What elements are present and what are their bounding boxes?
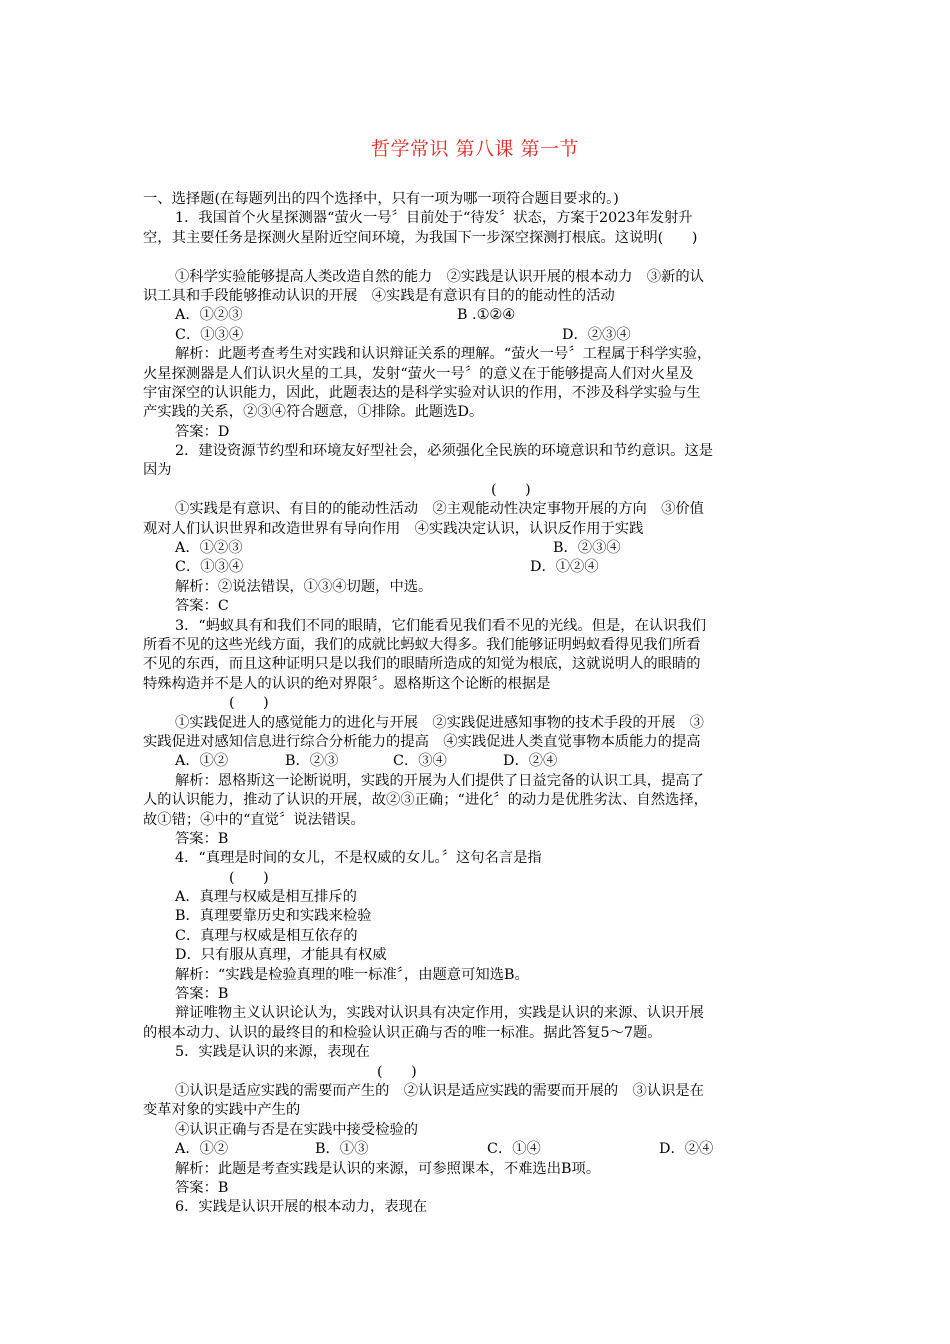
option-d: D．②③④ bbox=[562, 326, 631, 343]
answer-blank: ( ) bbox=[229, 869, 269, 886]
question-5-statements-cont: 变革对象的实践中产生的 bbox=[143, 1102, 301, 1119]
question-3-options bbox=[143, 752, 811, 771]
material-intro: 辩证唯物主义认识论认为，实践对认识具有决定作用，实践是认识的来源、认识开展 bbox=[175, 1005, 704, 1022]
question-2-stem: 2．建设资源节约型和环境友好型社会，必须强化全民族的环境意识和节约意识。这是 bbox=[175, 443, 714, 460]
question-2-statements-cont: 观对人们认识世界和改造世界有导向作用 ④实践决定认识，认识反作用于实践 bbox=[143, 520, 644, 537]
option-d: D．只有服从真理，才能具有权威 bbox=[175, 947, 387, 964]
question-4-answer: 答案：B bbox=[175, 986, 229, 1003]
option-b: B．②③ bbox=[285, 753, 339, 770]
option-d: D．②④ bbox=[659, 1141, 714, 1158]
option-b: B .①②④ bbox=[457, 307, 516, 324]
option-a: A．①②③ bbox=[175, 540, 243, 557]
question-1-analysis-cont: 产实践的关系，②③④符合题意，①排除。此题选D。 bbox=[143, 404, 484, 421]
question-4-stem: 4．“真理是时间的女儿，不是权威的女儿。〞这句名言是指 bbox=[175, 850, 542, 867]
option-c: C．③④ bbox=[393, 753, 447, 770]
question-3-statements-cont: 实践促进对感知信息进行综合分析能力的提高 ④实践促进人类直觉事物本质能力的提高 bbox=[143, 733, 701, 750]
question-3-statements: ①实践促进人的感觉能力的进化与开展 ②实践促进感知事物的技术手段的开展 ③ bbox=[175, 714, 704, 731]
question-5-answer: 答案：B bbox=[175, 1179, 229, 1196]
option-d: D．②④ bbox=[503, 753, 558, 770]
option-b: B．②③④ bbox=[553, 540, 621, 557]
option-a: A．①② bbox=[175, 1141, 229, 1158]
question-2-stem-cont: 因为 bbox=[143, 462, 172, 479]
answer-blank: ( ) bbox=[229, 695, 269, 712]
question-3-stem-cont: 特殊构造并不是人的认识的绝对界限〞。恩格斯这个论断的根据是 bbox=[143, 675, 551, 692]
option-c: C．①③④ bbox=[175, 559, 244, 576]
question-1-options-row2 bbox=[143, 326, 811, 345]
question-2-options-row2 bbox=[143, 558, 811, 577]
question-6-stem: 6．实践是认识开展的根本动力，表现在 bbox=[175, 1199, 428, 1216]
option-b: B．①③ bbox=[315, 1141, 369, 1158]
question-5-statement-4: ④认识正确与否是在实践中接受检验的 bbox=[175, 1121, 419, 1138]
question-3-analysis-cont: 人的认识能力，推动了认识的开展，故②③正确；“进化〞的动力是优胜劣汰、自然选择， bbox=[143, 792, 708, 809]
question-5-analysis: 解析：此题是考查实践是认识的来源，可参照课本，不难选出B项。 bbox=[175, 1160, 601, 1177]
option-c: C．①③④ bbox=[175, 326, 244, 343]
question-2-statements: ①实践是有意识、有目的的能动性活动 ②主观能动性决定事物开展的方向 ③价值 bbox=[175, 501, 704, 518]
question-5-options bbox=[143, 1140, 811, 1159]
option-a: A．真理与权威是相互排斥的 bbox=[175, 889, 357, 906]
answer-blank: ( ) bbox=[491, 481, 531, 498]
question-5-stem: 5．实践是认识的来源，表现在 bbox=[175, 1044, 370, 1061]
question-3-stem-cont: 不见的东西，而且这种证明只是以我们的眼睛所造成的知觉为根底，这就说明人的眼睛的 bbox=[143, 656, 701, 673]
question-3-answer: 答案：B bbox=[175, 830, 229, 847]
question-1-analysis: 解析：此题考查考生对实践和认识辩证关系的理解。“萤火一号〞工程属于科学实验， bbox=[175, 346, 712, 363]
section-heading: 一、选择题(在每题列出的四个选择中，只有一项为哪一项符合题目要求的。) bbox=[143, 191, 619, 207]
question-3-analysis: 解析：恩格斯这一论断说明，实践的开展为人们提供了日益完备的认识工具，提高了 bbox=[175, 772, 704, 789]
question-1-analysis-cont: 火星探测器是人们认识火星的工具，发射“萤火一号〞的意义在于能够提高人们对火星及 bbox=[143, 365, 694, 382]
question-1-statements-cont: 识工具和手段能够推动认识的开展 ④实践是有意识有目的的能动性的活动 bbox=[143, 287, 615, 304]
question-2-answer: 答案：C bbox=[175, 598, 229, 615]
option-b: B．真理要靠历史和实践来检验 bbox=[175, 908, 372, 925]
question-1-stem-cont: 空，其主要任务是探测火星附近空间环境，为我国下一步深空探测打根底。这说明( ) bbox=[143, 229, 698, 246]
page-title: 哲学常识 第八课 第一节 bbox=[370, 138, 580, 160]
question-1-stem: 1．我国首个火星探测器“萤火一号〞目前处于“待发〞状态，方案于2023年发射升 bbox=[175, 210, 693, 227]
option-d: D．①②④ bbox=[530, 559, 599, 576]
question-1-analysis-cont: 宇宙深空的认识能力，因此，此题表达的是科学实验对认识的作用，不涉及科学实验与生 bbox=[143, 384, 701, 401]
document-body bbox=[143, 190, 811, 1218]
question-1-statements: ①科学实验能够提高人类改造自然的能力 ②实践是认识开展的根本动力 ③新的认 bbox=[175, 268, 704, 285]
answer-blank: ( ) bbox=[377, 1063, 417, 1080]
question-1-options-row1 bbox=[143, 306, 811, 325]
material-intro-cont: 的根本动力、认识的最终目的和检验认识正确与否的唯一标准。据此答复5～7题。 bbox=[143, 1024, 662, 1041]
question-2-options-row1 bbox=[143, 539, 811, 558]
question-2-analysis: 解析：②说法错误，①③④切题，中选。 bbox=[175, 578, 433, 595]
option-c: C．①④ bbox=[487, 1141, 541, 1158]
option-c: C．真理与权威是相互依存的 bbox=[175, 927, 358, 944]
question-3-stem: 3．“蚂蚁具有和我们不同的眼睛，它们能看见我们看不见的光线。但是，在认识我们 bbox=[175, 617, 707, 634]
question-3-stem-cont: 所看不见的这些光线方面，我们的成就比蚂蚁大得多。我们能够证明蚂蚁看得见我们所看 bbox=[143, 636, 701, 653]
question-5-statements: ①认识是适应实践的需要而产生的 ②认识是适应实践的需要而开展的 ③认识是在 bbox=[175, 1082, 704, 1099]
option-a: A．①②③ bbox=[175, 307, 243, 324]
question-4-analysis: 解析：“实践是检验真理的唯一标准〞，由题意可知选B。 bbox=[175, 966, 529, 983]
question-1-answer: 答案：D bbox=[175, 423, 230, 440]
question-3-analysis-cont: 故①错；④中的“直觉〞说法错误。 bbox=[143, 811, 365, 828]
option-a: A．①② bbox=[175, 753, 229, 770]
